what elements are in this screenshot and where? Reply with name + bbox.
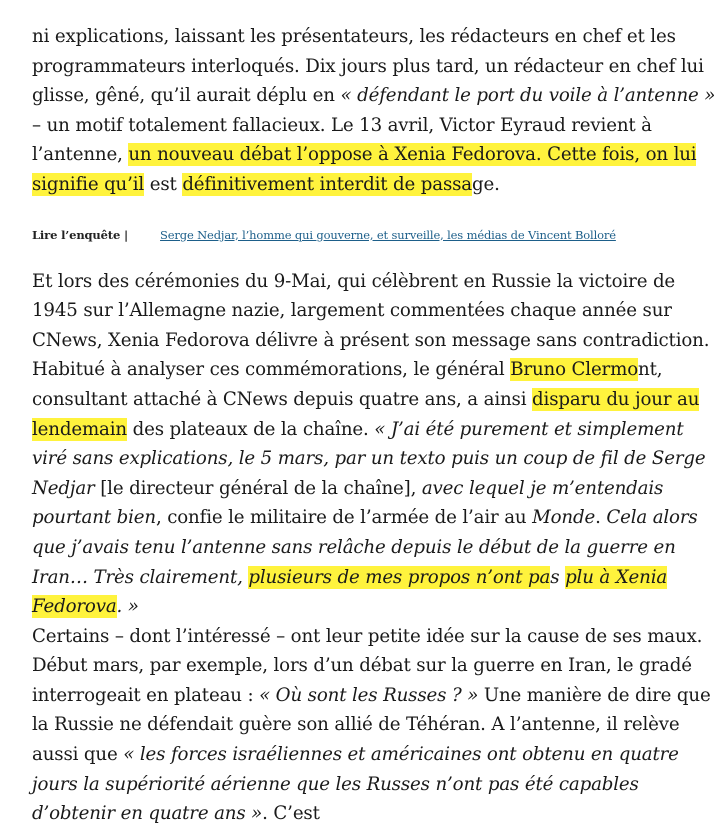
p2-quote-1: « J’ai été purement et simplement viré sans explications, le 5 mars, par un texto puis un coup de fil de Serge Nedjar bbox=[32, 418, 706, 499]
p3-text-3: . C’est bbox=[262, 803, 320, 825]
read-also-label: Lire l’enquête | bbox=[32, 227, 129, 242]
p3-text-2: Une manière de dire que la Russie ne défendait guère son allié de Téhéran. A l’antenne, il relève aussi que bbox=[32, 684, 711, 766]
p2-text-5: , confie le militaire de l’armée de l’air au bbox=[155, 507, 533, 529]
article-body bbox=[32, 22, 716, 829]
p1-text-4: ge. bbox=[472, 173, 500, 195]
p2-quote-3: Cela alors que j’avais tenu l’antenne sans relâche depuis le début de la guerre en Iran… Très clairement, bbox=[32, 507, 698, 588]
p3-quote-1: « Où sont les Russes ? » bbox=[259, 684, 479, 706]
p2-highlight-3: plusieurs de mes propos n’ont pa bbox=[248, 566, 551, 588]
p2-quote-5: . » bbox=[116, 596, 139, 618]
read-also bbox=[32, 227, 716, 243]
read-also-link[interactable]: Serge Nedjar, l’homme qui gouverne, et surveille, les médias de Vincent Bolloré bbox=[160, 227, 616, 242]
p1-highlight-2: définitivement interdit de passa bbox=[182, 173, 473, 195]
paragraph-1 bbox=[32, 22, 716, 200]
p2-highlight-2: disparu du jour au lendemain bbox=[32, 388, 700, 440]
p1-text-2: – un motif totalement fallacieux. Le 13 avril, Victor Eyraud revient à l’antenne, bbox=[32, 114, 652, 166]
p2-text-3: des plateaux de la chaîne. bbox=[126, 418, 375, 440]
p1-highlight-1: un nouveau débat l’oppose à Xenia Fedorova. Cette fois, on lui signifie qu’il bbox=[32, 144, 697, 195]
p2-highlight-1: Bruno Clermo bbox=[510, 359, 638, 381]
p1-quote: « défendant le port du voile à l’antenne » bbox=[340, 85, 716, 107]
p2-text-1: Et lors des cérémonies du 9-Mai, qui célèbrent en Russie la victoire de 1945 sur l’Allemagne nazie, largement commentées chaque année sur CNews, Xenia Fedorova délivre à présent son message sans contradiction. Habitué à analyser ces commémorations, le général bbox=[32, 270, 710, 381]
p2-highlight-4: plu à Xenia Fedorova bbox=[32, 566, 668, 618]
p3-text-1: Certains – dont l’intéressé – ont leur petite idée sur la cause de ses maux. Début mars, par exemple, lors d’un débat sur la guerre en Iran, le gradé interrogeait en plateau : bbox=[32, 625, 703, 706]
p2-text-4: [le directeur général de la chaîne], bbox=[94, 477, 422, 499]
p2-text-6: . bbox=[595, 507, 607, 529]
p2-quote-4: s bbox=[550, 566, 566, 588]
p3-quote-2: « les forces israéliennes et américaines ont obtenu en quatre jours la supériorité aérienne que les Russes n’ont pas été capables d’obtenir en quatre ans » bbox=[32, 744, 679, 825]
p1-text-1: ni explications, laissant les présentateurs, les rédacteurs en chef et les programmateurs interloqués. Dix jours plus tard, un rédacteur en chef lui glisse, gêné, qu’il aurait déplu en bbox=[32, 26, 704, 107]
paragraph-3 bbox=[32, 622, 716, 829]
p2-monde: Monde bbox=[532, 507, 596, 529]
p2-quote-2: avec lequel je m’entendais pourtant bien bbox=[32, 477, 664, 529]
p1-text-3: est bbox=[144, 173, 183, 195]
paragraph-2 bbox=[32, 267, 716, 622]
p2-text-2: nt, consultant attaché à CNews depuis quatre ans, a ainsi bbox=[32, 359, 663, 410]
